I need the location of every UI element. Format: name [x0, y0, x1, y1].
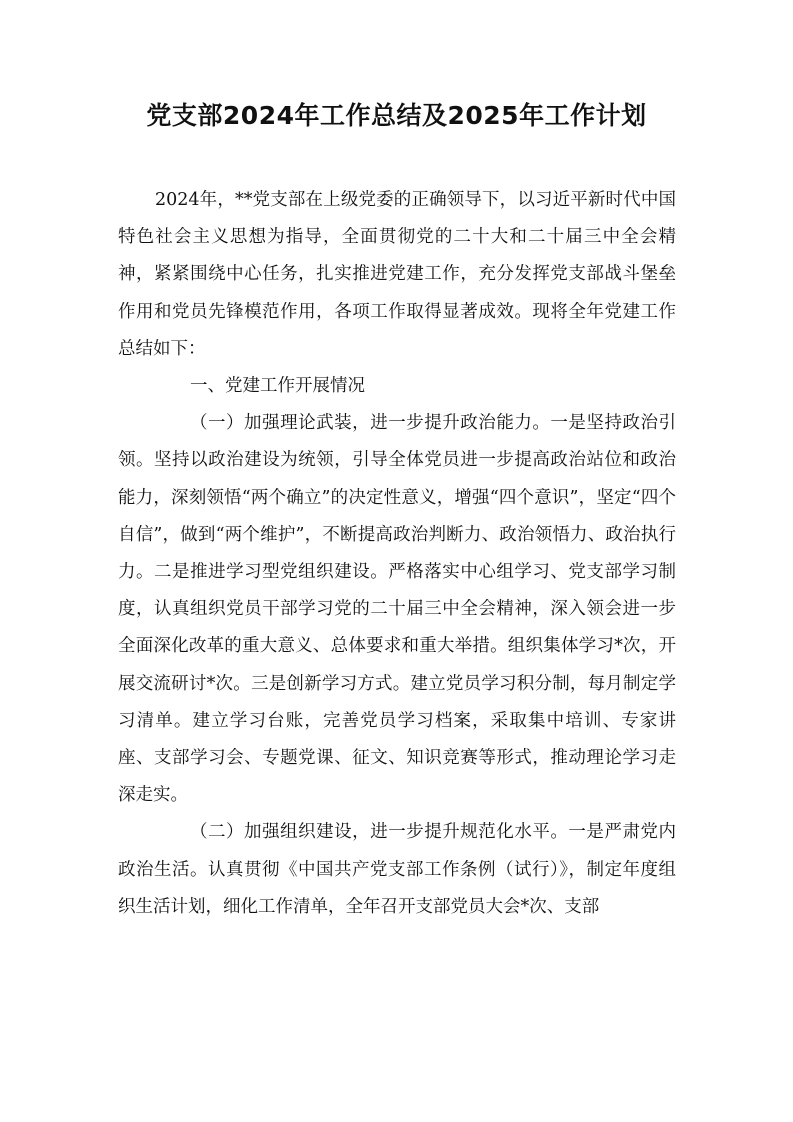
subsection-paragraph-1: （一）加强理论武装，进一步提升政治能力。一是坚持政治引领。坚持以政治建设为统领，引导全体党员进一步提高政治站位和政治能力，深刻领悟“两个确立”的决定性意义，增强“四个意识”，坚定“四个自信”，做到“两个维护”，不断提高政治判断力、政治领悟力、政治执行力。二是推进学习型党组织建设。严格落实中心组学习、党支部学习制度，认真组织党员干部学习党的二十届三中全会精神，深入领会进一步全面深化改革的重大意义、总体要求和重大举措。组织集体学习*次，开展交流研讨*次。三是创新学习方式。建立党员学习积分制，每月制定学习清单。建立学习台账，完善党员学习档案，采取集中培训、专家讲座、支部学习会、专题党课、征文、知识竞赛等形式，推动理论学习走深走实。 — [118, 413, 676, 806]
subsection-paragraph-2: （二）加强组织建设，进一步提升规范化水平。一是严肃党内政治生活。认真贯彻《中国共产党支部工作条例（试行）》，制定年度组织生活计划，细化工作清单，全年召开支部党员大会*次、支部 — [118, 822, 676, 917]
section-heading: 一、党建工作开展情况 — [190, 376, 365, 397]
intro-paragraph: 2024年，**党支部在上级党委的正确领导下，以习近平新时代中国特色社会主义思想为指导，全面贯彻党的二十大和二十届三中全会精神，紧紧围绕中心任务，扎实推进党建工作，充分发挥党支部战斗堡垒作用和党员先锋模范作用，各项工作取得显著成效。现将全年党建工作总结如下： — [118, 190, 676, 359]
document-body — [118, 182, 676, 926]
document-title: 党支部2024年工作总结及2025年工作计划 — [146, 101, 647, 130]
